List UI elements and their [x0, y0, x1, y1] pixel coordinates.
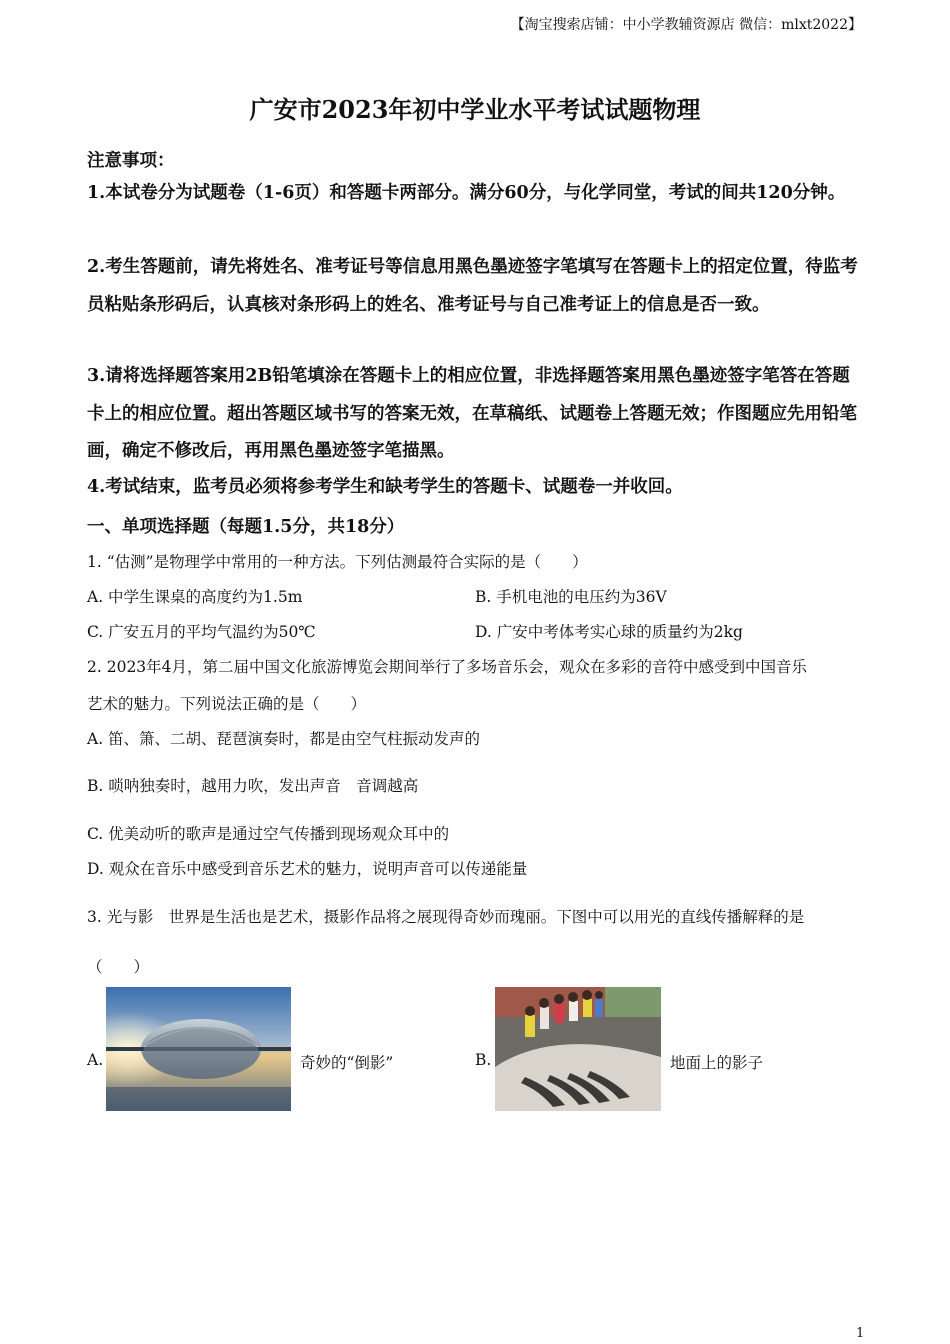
- question-2-option-a: A. 笛、箫、二胡、琵琶演奏时，都是由空气柱振动发声的: [87, 730, 481, 748]
- question-3-stem-line-2: （ ）: [87, 958, 150, 976]
- question-1-option-a: A. 中学生课桌的高度约为1.5m: [87, 588, 303, 606]
- notice-item-4: 4.考试结束，监考员必须将参考学生和缺考学生的答题卡、试题卷一并收回。: [87, 477, 683, 497]
- theater-reflection-photo: [106, 987, 291, 1111]
- header-note: 【淘宝搜索店铺：中小学教辅资源店 微信：mlxt2022】: [510, 17, 862, 33]
- question-1-option-d: D. 广安中考体考实心球的质量约为2kg: [475, 623, 743, 641]
- question-2-option-c: C. 优美动听的歌声是通过空气传播到现场观众耳中的: [87, 825, 450, 843]
- notice-heading: 注意事项：: [87, 151, 175, 171]
- question-2-stem-line-1: 2. 2023年4月，第二届中国文化旅游博览会期间举行了多场音乐会，观众在多彩的音符中感受到中国音乐: [87, 658, 808, 676]
- question-1-option-b: B. 手机电池的电压约为36V: [475, 588, 667, 606]
- question-3-option-b-label: B.: [475, 1051, 492, 1069]
- ground-shadows-photo: [495, 987, 661, 1111]
- question-3-option-a-label: A.: [87, 1051, 104, 1069]
- page-title: 广安市2023年初中学业水平考试试题物理: [249, 95, 701, 124]
- question-2-stem-line-2: 艺术的魅力。下列说法正确的是（ ）: [87, 695, 367, 713]
- notice-item-3: 3.请将选择题答案用2B铅笔填涂在答题卡上的相应位置，非选择题答案用黑色墨迹签字笔答在答题卡上的相应位置。超出答题区域书写的答案无效，在草稿纸、试题卷上答题无效；作图题应先用铅笔画，确定不修改后，再用黑色墨迹签字笔描黑。: [87, 366, 857, 461]
- question-3-option-a-caption: 奇妙的“倒影”: [300, 1054, 394, 1072]
- question-3-option-b-caption: 地面上的影子: [670, 1054, 764, 1072]
- page-number: 1: [856, 1326, 865, 1341]
- notice-item-2: 2.考生答题前，请先将姓名、准考证号等信息用黑色墨迹签字笔填写在答题卡上的招定位置，待监考员粘贴条形码后，认真核对条形码上的姓名、准考证号与自己准考证上的信息是否一致。: [87, 257, 858, 315]
- question-1-stem: 1. “估测”是物理学中常用的一种方法。下列估测最符合实际的是（ ）: [87, 553, 588, 571]
- question-2-option-d: D. 观众在音乐中感受到音乐艺术的魅力，说明声音可以传递能量: [87, 860, 528, 878]
- question-3-stem-line-1: 3. 光与影 世界是生活也是艺术，摄影作品将之展现得奇妙而瑰丽。下图中可以用光的直线传播解释的是: [87, 908, 805, 926]
- question-2-option-b: B. 唢呐独奏时，越用力吹，发出声音 音调越高: [87, 777, 419, 795]
- notice-item-1: 1.本试卷分为试题卷（1-6页）和答题卡两部分。满分60分，与化学同堂，考试的间共120分钟。: [87, 183, 846, 203]
- section-heading: 一、单项选择题（每题1.5分，共18分）: [87, 517, 405, 537]
- question-1-option-c: C. 广安五月的平均气温约为50℃: [87, 623, 316, 641]
